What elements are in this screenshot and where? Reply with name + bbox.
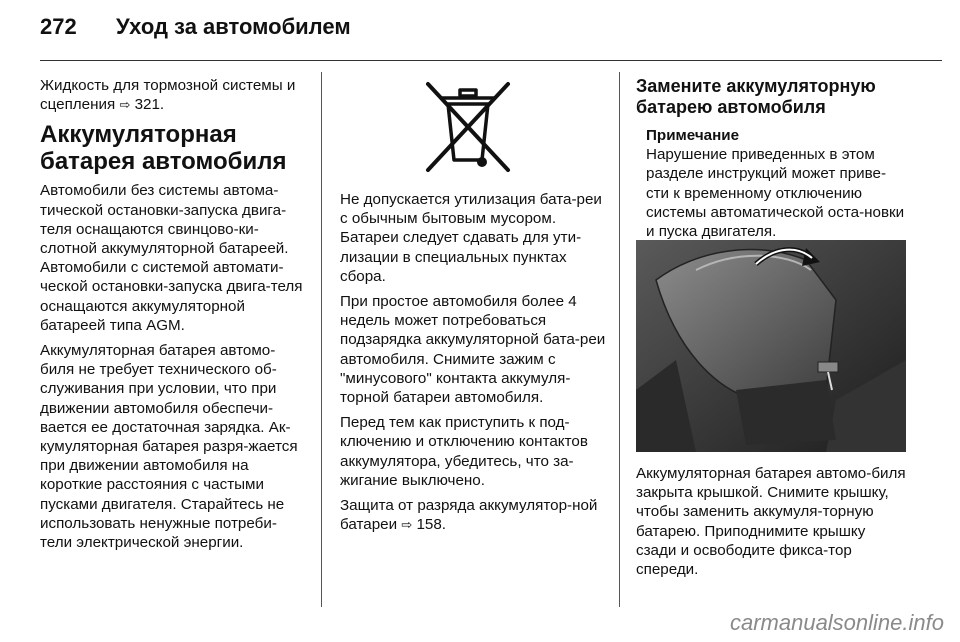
page-ref-link[interactable]: 158. [416,516,447,534]
note-title: Примечание [646,127,740,144]
page-title: Уход за автомобилем [116,14,351,39]
column-3 [636,76,906,241]
column-2 [340,190,610,541]
intro-paragraph: Жидкость для тормозной системы и сцепления ⇨ 321. [40,77,296,114]
column-1 [40,76,308,558]
paragraph: Аккумуляторная батарея автомо-биля не требует технического об-служивания при условии, что при движении автомобиля обеспечи-вается ее достаточная зарядка. Ак-кумуляторная батарея разря-жается при движении автомобиля на короткие расстояния с частыми пусками двигателя. Старайтесь не использовать ненужные потреби-тели электрической энергии. [40,342,298,552]
ref-arrow-icon: ⇨ [119,98,131,114]
column-3-bottom [636,464,906,585]
section-heading-replace: Замените аккумуляторную батарею автомобиля [636,76,876,117]
note-text: Нарушение приведенных в этом разделе инструкций может приве-сти к временному отключению системы автоматической оста-новки и пуска двигателя. [646,146,905,241]
header-rule [40,60,942,61]
battery-cover-photo [636,240,906,452]
paragraph: Защита от разряда аккумулятор-ной батареи ⇨ 158. [340,497,598,534]
crossed-bin-icon [420,78,516,174]
column-divider-2 [619,72,620,607]
paragraph: Не допускается утилизация бата-реи с обычным бытовым мусором. Батареи следует сдавать для ути-лизации в специальных пунктах сбора. [340,191,602,285]
page-number: 272 [40,14,77,39]
column-divider-1 [321,72,322,607]
page-ref-link[interactable]: 321. [134,96,165,114]
note-box [646,126,906,241]
paragraph: При простое автомобиля более 4 недель может потребоваться подзарядка аккумуляторной бата-реи автомобиля. Снимите зажим с "минусового" контакта аккумуля-торной батареи автомобиля. [340,293,606,407]
paragraph: Автомобили без системы автома-тической остановки-запуска двига-теля оснащаются свинцово-ки-слотной аккумуляторной батареей. Автомобили с системой автомати-ческой остановки-запуска двига-теля оснащаются аккумуляторной батареей типа AGM. [40,182,303,334]
page-header [40,14,351,40]
paragraph: Перед тем как приступить к под-ключению и отключению контактов аккумулятора, убедитесь, что за-жигание выключено. [340,414,588,489]
ref-arrow-icon: ⇨ [401,518,413,534]
watermark: carmanualsonline.info [729,610,944,635]
section-heading-battery: Аккумуляторная батарея автомобиля [40,121,287,176]
paragraph: Аккумуляторная батарея автомо-биля закрыта крышкой. Снимите крышку, чтобы заменить аккумуля-торную батарею. Приподнимите крышку сзади и освободите фикса-тор спереди. [636,465,906,579]
